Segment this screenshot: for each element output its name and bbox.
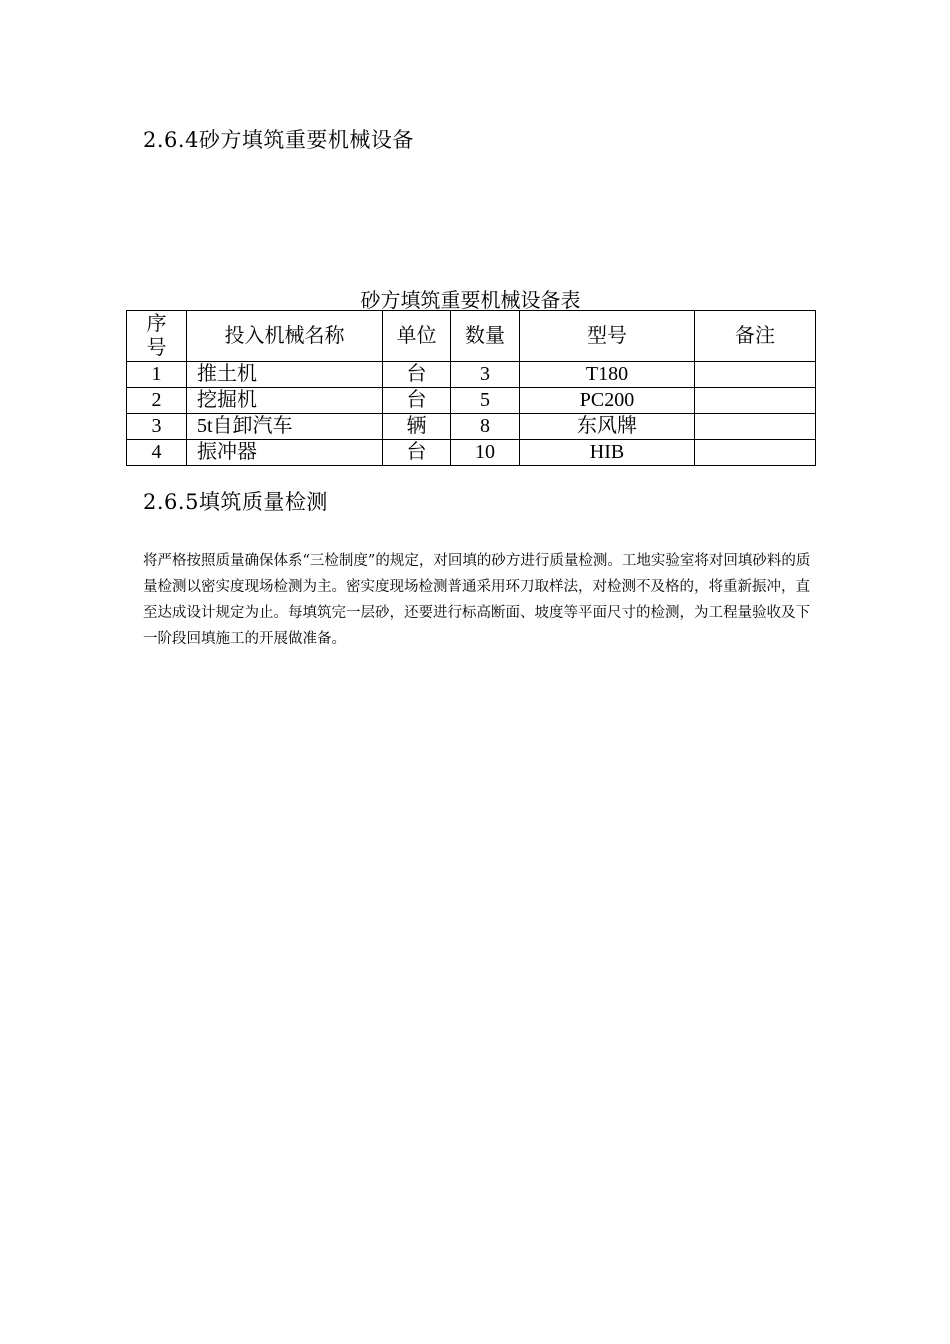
cell-remarks xyxy=(695,388,816,414)
cell-model: T180 xyxy=(520,362,695,388)
cell-machine-name: 5t自卸汽车 xyxy=(187,414,383,440)
body-paragraph: 将严格按照质量确保体系“三检制度”的规定，对回填的砂方进行质量检测。工地实验室将对回填砂料的质量检测以密实度现场检测为主。密实度现场检测普通采用环刀取样法，对检测不及格的，将重新振冲，直至达成设计规定为止。每填筑完一层砂，还要进行标高断面、坡度等平面尺寸的检测，为工程量验收及下一阶段回填施工的开展做准备。 xyxy=(143,553,811,647)
header-machine-name: 投入机械名称 xyxy=(187,311,383,362)
cell-model: HIB xyxy=(520,440,695,466)
cell-machine-name: 振冲器 xyxy=(187,440,383,466)
cell-machine-name: 推土机 xyxy=(187,362,383,388)
cell-quantity: 5 xyxy=(451,388,520,414)
cell-serial: 1 xyxy=(127,362,187,388)
table-header-row xyxy=(127,311,816,362)
table-caption: 砂方填筑重要机械设备表 xyxy=(360,288,581,312)
section-heading-2-6-5: 2.6.5填筑质量检测 xyxy=(143,490,328,514)
cell-remarks xyxy=(695,362,816,388)
cell-unit: 台 xyxy=(383,388,451,414)
cell-unit: 台 xyxy=(383,362,451,388)
cell-unit: 台 xyxy=(383,440,451,466)
header-unit: 单位 xyxy=(383,311,451,362)
section-heading-2-6-4: 2.6.4砂方填筑重要机械设备 xyxy=(143,128,414,152)
table-row xyxy=(127,362,816,388)
equipment-table xyxy=(126,310,816,466)
header-quantity: 数量 xyxy=(451,311,520,362)
cell-unit: 辆 xyxy=(383,414,451,440)
cell-model: 东风牌 xyxy=(520,414,695,440)
cell-remarks xyxy=(695,440,816,466)
header-model: 型号 xyxy=(520,311,695,362)
cell-machine-name: 挖掘机 xyxy=(187,388,383,414)
cell-quantity: 10 xyxy=(451,440,520,466)
cell-serial: 2 xyxy=(127,388,187,414)
cell-remarks xyxy=(695,414,816,440)
cell-model: PC200 xyxy=(520,388,695,414)
cell-quantity: 8 xyxy=(451,414,520,440)
cell-serial: 4 xyxy=(127,440,187,466)
table-row xyxy=(127,388,816,414)
header-remarks: 备注 xyxy=(695,311,816,362)
cell-serial: 3 xyxy=(127,414,187,440)
header-serial: 序号 xyxy=(127,311,187,362)
table-row xyxy=(127,440,816,466)
table-row xyxy=(127,414,816,440)
cell-quantity: 3 xyxy=(451,362,520,388)
